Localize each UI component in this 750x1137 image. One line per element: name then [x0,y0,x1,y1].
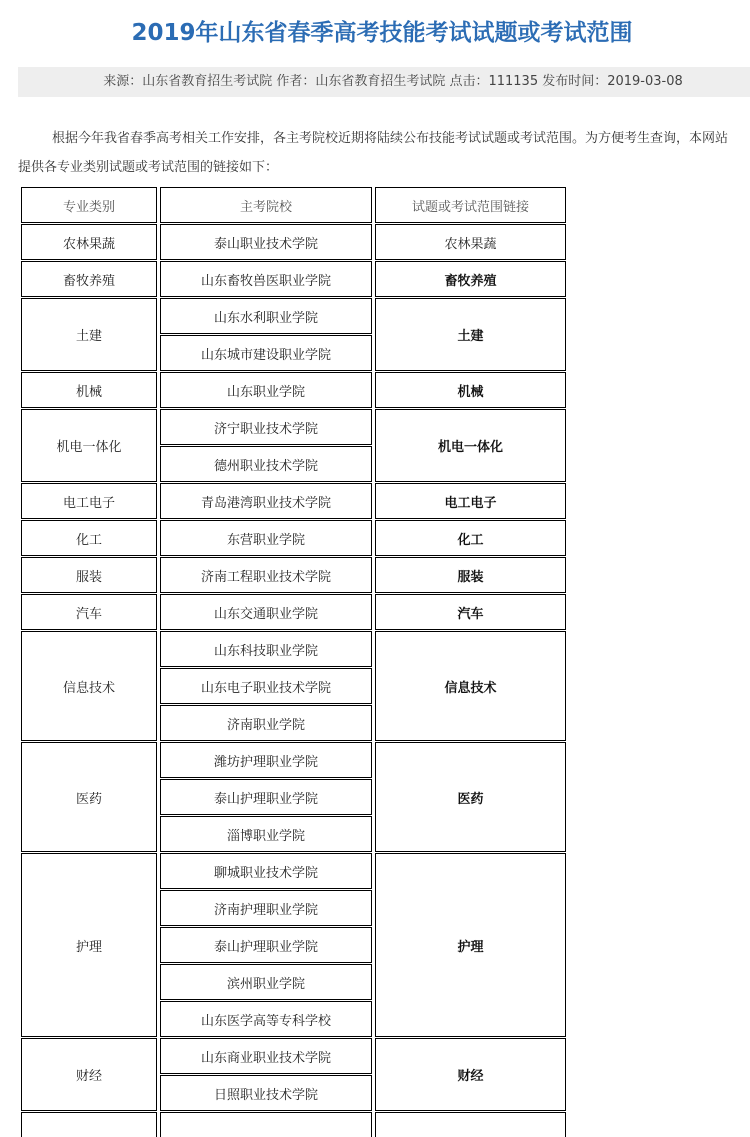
exam-link-cell[interactable]: 电工电子 [375,483,566,519]
school-cell: 聊城职业技术学院 [160,853,372,889]
school-cell: 山东商业职业技术学院 [160,1038,372,1074]
school-cell: 济宁职业技术学院 [160,409,372,445]
article-meta: 来源：山东省教育招生考试院 作者：山东省教育招生考试院 点击：111135 发布时间：2019-03-08 [18,67,750,97]
school-cell: 济南职业学院 [160,705,372,741]
table-row [21,520,566,556]
category-cell: 医药 [21,742,157,852]
table-row [21,224,566,260]
exam-link-cell[interactable]: 医药 [375,742,566,852]
school-cell: 山东科技职业学院 [160,631,372,667]
exam-link-cell[interactable]: 土建 [375,298,566,371]
school-cell: 日照职业技术学院 [160,1075,372,1111]
exam-links-table-wrapper [18,186,566,1137]
exam-links-table-body [21,187,566,1137]
school-cell: 山东交通职业学院 [160,594,372,630]
category-cell: 土建 [21,298,157,371]
article-intro: 根据今年我省春季高考相关工作安排，各主考院校近期将陆续公布技能考试试题或考试范围。为方便考生查询，本网站提供各专业类别试题或考试范围的链接如下： [18,131,729,175]
header-link: 试题或考试范围链接 [375,187,566,223]
table-row [21,261,566,297]
header-school: 主考院校 [160,187,372,223]
exam-link-cell[interactable]: 畜牧养殖 [375,261,566,297]
category-cell: 机械 [21,372,157,408]
school-cell: 山东职业学院 [160,372,372,408]
exam-link-cell[interactable]: 机械 [375,372,566,408]
table-row [21,1112,566,1137]
exam-link-cell[interactable]: 护理 [375,853,566,1037]
table-row [21,631,566,667]
school-cell: 滨州职业学院 [160,964,372,1000]
header-category: 专业类别 [21,187,157,223]
category-cell: 化工 [21,520,157,556]
exam-link-cell[interactable]: 机电一体化 [375,409,566,482]
school-cell: 山东电子职业技术学院 [160,668,372,704]
category-cell [21,1112,157,1137]
article-title: 2019年山东省春季高考技能考试试题或考试范围 [131,20,633,46]
school-cell: 青岛港湾职业技术学院 [160,483,372,519]
category-cell: 汽车 [21,594,157,630]
school-cell [160,1112,372,1137]
exam-link-cell[interactable]: 化工 [375,520,566,556]
category-cell: 护理 [21,853,157,1037]
category-cell: 服装 [21,557,157,593]
school-cell: 山东畜牧兽医职业学院 [160,261,372,297]
school-cell: 山东水利职业学院 [160,298,372,334]
exam-links-table [18,186,569,1137]
table-row [21,298,566,334]
table-header-row [21,187,566,223]
exam-link-cell[interactable]: 信息技术 [375,631,566,741]
table-row [21,483,566,519]
table-row [21,853,566,889]
category-cell: 畜牧养殖 [21,261,157,297]
school-cell: 济南护理职业学院 [160,890,372,926]
school-cell: 泰山职业技术学院 [160,224,372,260]
school-cell: 泰山护理职业学院 [160,927,372,963]
school-cell: 潍坊护理职业学院 [160,742,372,778]
exam-link-cell[interactable]: 服装 [375,557,566,593]
school-cell: 淄博职业学院 [160,816,372,852]
school-cell: 德州职业技术学院 [160,446,372,482]
exam-link-cell[interactable]: 财经 [375,1038,566,1111]
exam-link-cell [375,1112,566,1137]
category-cell: 农林果蔬 [21,224,157,260]
table-row [21,742,566,778]
school-cell: 济南工程职业技术学院 [160,557,372,593]
exam-link-cell[interactable]: 汽车 [375,594,566,630]
table-row [21,409,566,445]
category-cell: 财经 [21,1038,157,1111]
school-cell: 山东城市建设职业学院 [160,335,372,371]
category-cell: 机电一体化 [21,409,157,482]
table-row [21,372,566,408]
category-cell: 信息技术 [21,631,157,741]
category-cell: 电工电子 [21,483,157,519]
table-row [21,594,566,630]
table-row [21,557,566,593]
school-cell: 东营职业学院 [160,520,372,556]
exam-link-cell[interactable]: 农林果蔬 [375,224,566,260]
school-cell: 山东医学高等专科学校 [160,1001,372,1037]
table-row [21,1038,566,1074]
school-cell: 泰山护理职业学院 [160,779,372,815]
